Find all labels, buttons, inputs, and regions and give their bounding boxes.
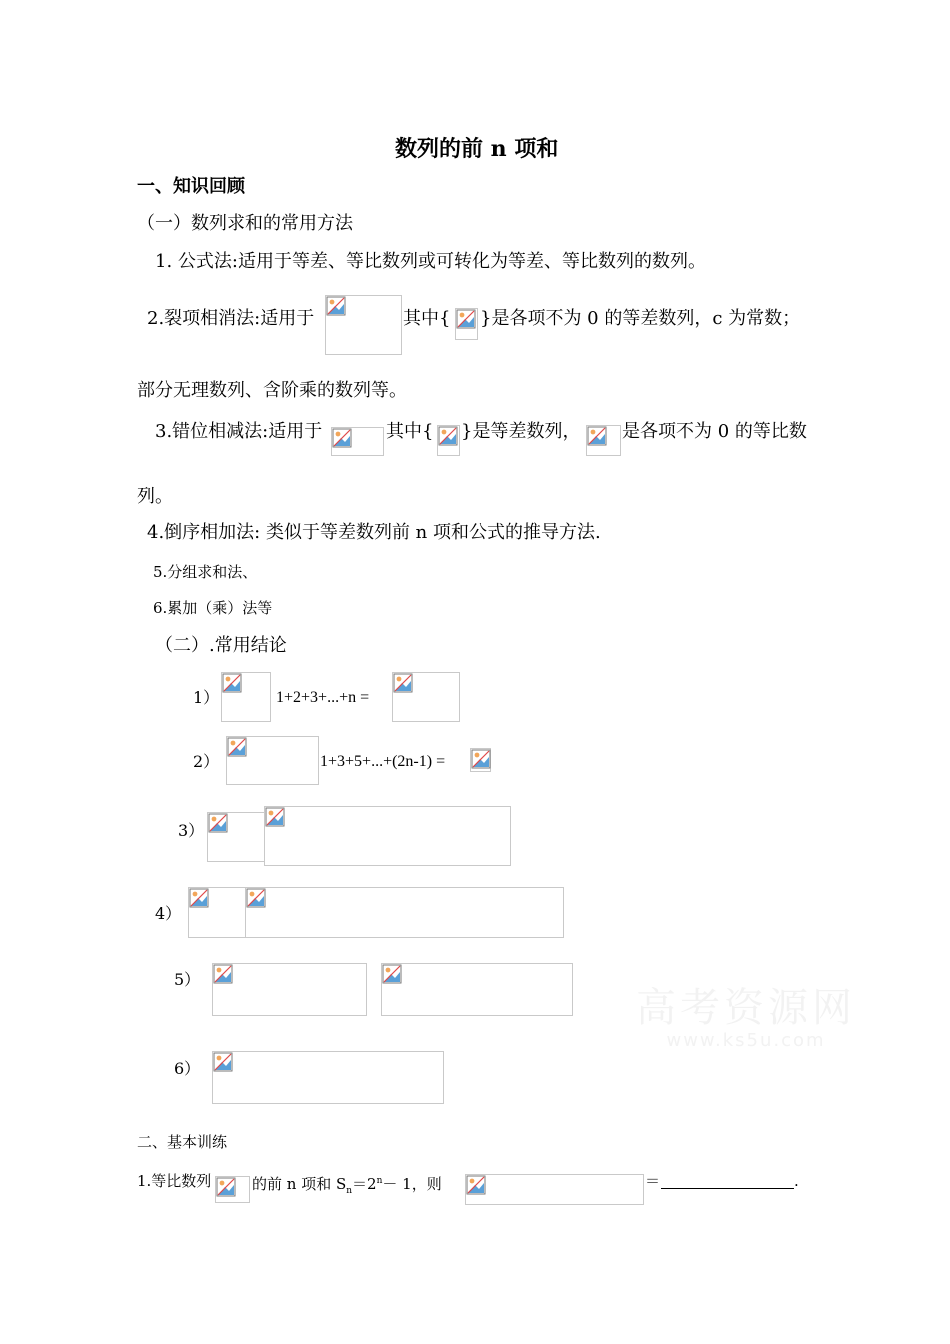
broken-image-icon <box>393 673 413 693</box>
formula-image <box>381 963 573 1016</box>
method-offset-subtract-label: 3.错位相减法:适用于 <box>155 421 323 442</box>
question-1-subscript: n <box>346 1186 353 1196</box>
conclusion-3-label: 3） <box>178 821 205 840</box>
formula-image <box>331 427 384 456</box>
formula-image <box>264 806 511 866</box>
conclusion-5-label: 5） <box>174 970 201 989</box>
broken-image-icon <box>216 1177 236 1197</box>
method-cumulative: 6.累加（乘）法等 <box>153 599 273 617</box>
question-1-period: . <box>794 1172 799 1190</box>
section-heading-basic-training: 二、基本训练 <box>137 1133 228 1151</box>
question-1-text-b <box>252 1172 442 1200</box>
method-split-term-text-b: 其中{ <box>403 308 451 329</box>
broken-image-icon <box>456 309 476 329</box>
subheading-common-conclusions: （二）.常用结论 <box>155 635 287 656</box>
method-offset-subtract-text-e: 列。 <box>137 486 173 507</box>
formula-image <box>465 1174 644 1205</box>
formula-image <box>215 1176 250 1203</box>
formula-image <box>188 887 246 938</box>
question-1-equals: ＝2 <box>352 1175 377 1193</box>
broken-image-icon <box>332 428 352 448</box>
broken-image-icon <box>438 426 458 446</box>
method-split-term-text-d: 部分无理数列、含阶乘的数列等。 <box>137 380 407 401</box>
answer-blank[interactable] <box>661 1188 794 1189</box>
formula-image <box>325 295 402 355</box>
formula-image <box>221 672 271 722</box>
formula-image <box>245 887 564 938</box>
formula-image <box>212 963 367 1016</box>
conclusion-2-text: 1+3+5+...+(2n-1) = <box>320 753 446 770</box>
broken-image-icon <box>326 296 346 316</box>
broken-image-icon <box>265 807 285 827</box>
question-1-then: － 1，则 <box>382 1175 442 1193</box>
conclusion-4-label: 4） <box>155 904 182 923</box>
method-offset-subtract-text-b: 其中{ <box>386 421 434 442</box>
conclusion-1-text: 1+2+3+...+n = <box>276 689 370 706</box>
page-title: 数列的前 n 项和 <box>395 136 559 162</box>
formula-image <box>437 425 460 456</box>
formula-image <box>586 425 621 456</box>
question-1-sum-label: 的前 n 项和 S <box>252 1175 347 1193</box>
conclusion-6-label: 6） <box>174 1059 201 1078</box>
formula-image <box>392 672 460 722</box>
broken-image-icon <box>246 888 266 908</box>
conclusion-2-label: 2） <box>193 752 220 771</box>
formula-image <box>470 748 491 772</box>
method-split-term-label: 2.裂项相消法:适用于 <box>147 308 315 329</box>
watermark-title: 高考资源网 <box>636 985 856 1031</box>
broken-image-icon <box>471 749 491 769</box>
method-offset-subtract-text-d: 是各项不为 0 的等比数 <box>622 421 807 442</box>
broken-image-icon <box>208 813 228 833</box>
broken-image-icon <box>466 1175 486 1195</box>
method-split-term-text-c: }是各项不为 0 的等差数列，c 为常数； <box>480 308 801 329</box>
method-offset-subtract-text-c: }是等差数列， <box>461 421 581 442</box>
broken-image-icon <box>382 964 402 984</box>
broken-image-icon <box>222 673 242 693</box>
watermark-url: www.ks5u.com <box>666 1030 826 1051</box>
broken-image-icon <box>227 737 247 757</box>
method-formula: 1. 公式法:适用于等差、等比数列或可转化为等差、等比数列的数列。 <box>155 251 706 272</box>
subheading-summation-methods: （一）数列求和的常用方法 <box>137 213 353 234</box>
watermark <box>636 985 856 1051</box>
formula-image <box>212 1051 444 1104</box>
question-1-superscript: n <box>376 1176 383 1186</box>
broken-image-icon <box>189 888 209 908</box>
formula-image <box>455 308 478 340</box>
formula-image <box>207 812 265 862</box>
broken-image-icon <box>213 1052 233 1072</box>
question-1-equal-sign: ＝ <box>645 1172 661 1190</box>
broken-image-icon <box>587 426 607 446</box>
method-group-sum: 5.分组求和法、 <box>153 563 258 581</box>
section-heading-knowledge-review: 一、知识回顾 <box>137 176 245 197</box>
formula-image <box>226 736 319 785</box>
question-1-text-a: 1.等比数列 <box>137 1172 212 1190</box>
method-reverse-add: 4.倒序相加法: 类似于等差数列前 n 项和公式的推导方法. <box>147 522 601 543</box>
broken-image-icon <box>213 964 233 984</box>
conclusion-1-label: 1） <box>193 688 220 707</box>
